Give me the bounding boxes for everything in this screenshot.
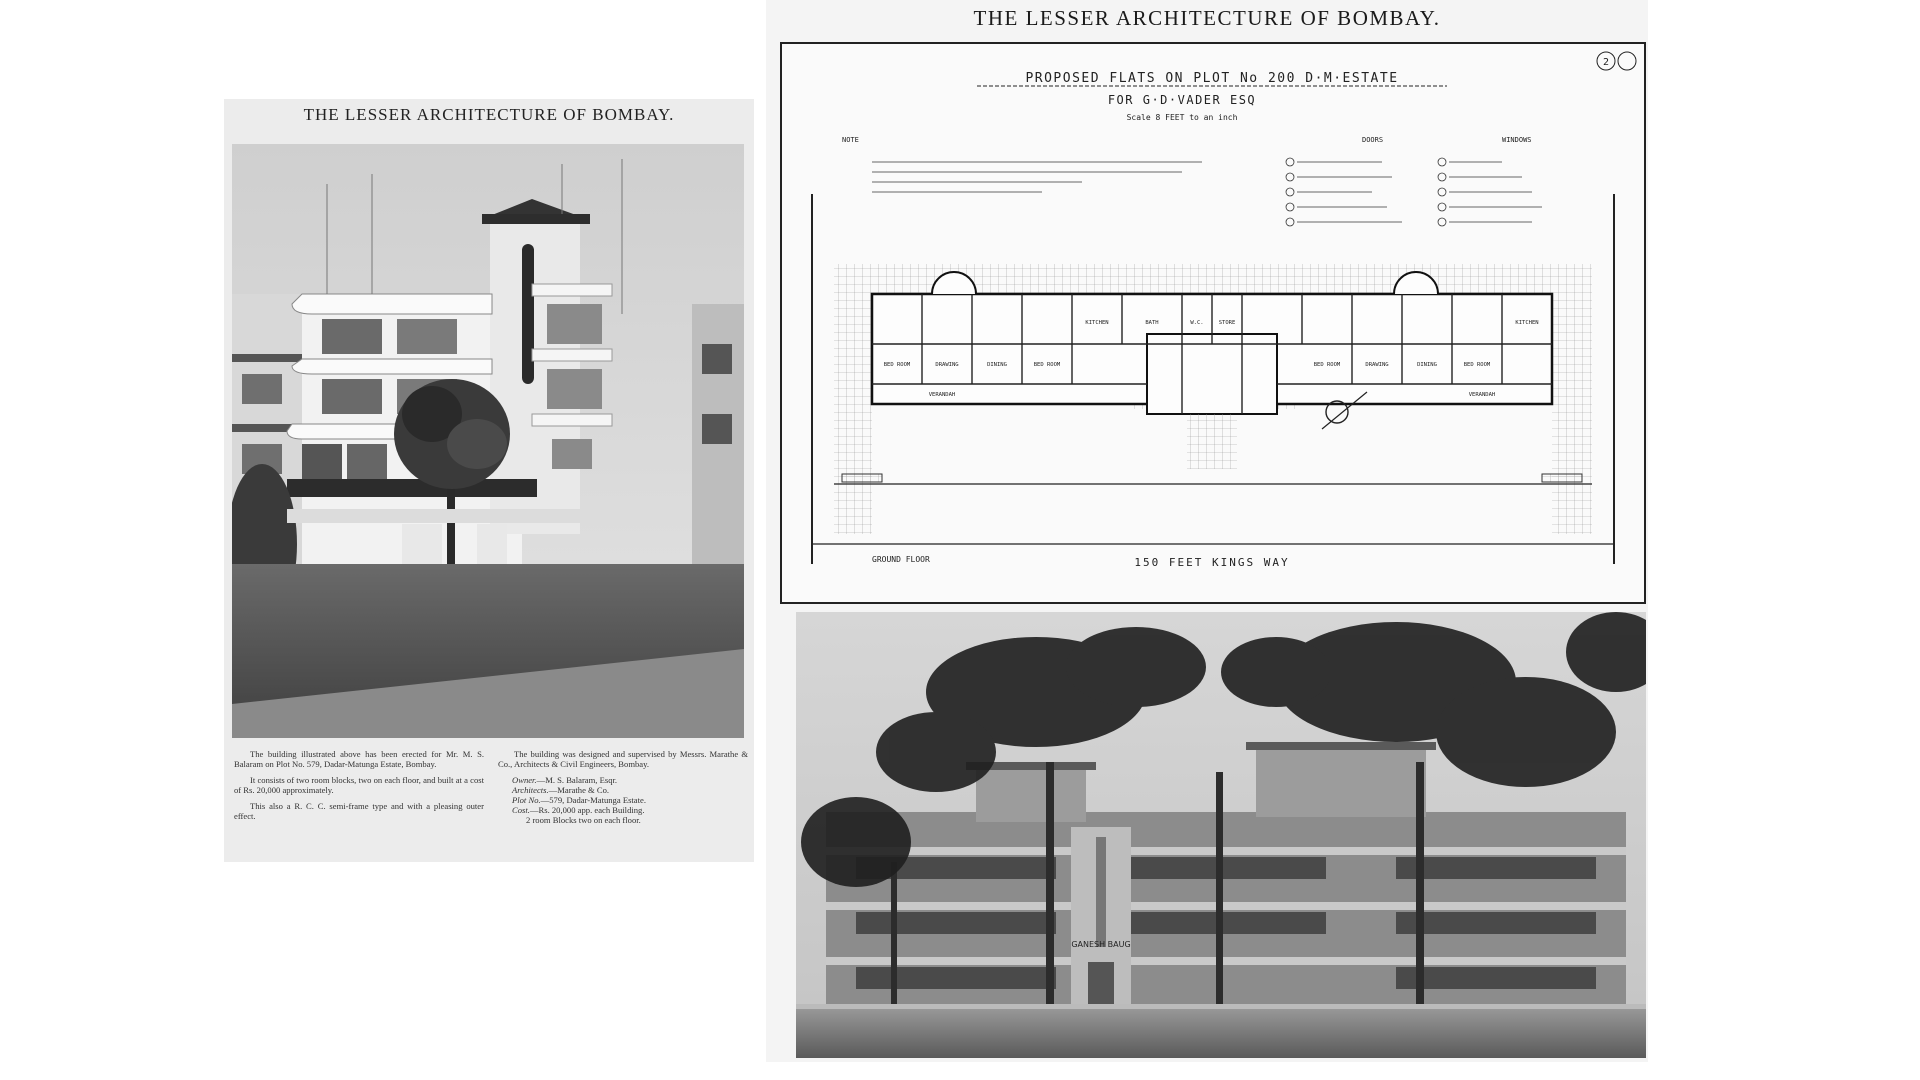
cost-value: —Rs. 20,000 app. each Building. (529, 805, 645, 815)
plan-scale: Scale 8 FEET to an inch (1126, 113, 1238, 122)
owner-line (498, 775, 748, 785)
right-page (766, 0, 1648, 1062)
room-label: STORE (1218, 320, 1236, 326)
left-building-photo (232, 144, 744, 738)
sheet-number: 2 (1602, 57, 1610, 68)
caption-paragraph: This also a R. C. C. semi-frame type and with a pleasing outer effect. (234, 801, 484, 821)
plot-line (498, 795, 748, 805)
room-label: BATH (1145, 320, 1159, 326)
owner-value: —M. S. Balaram, Esqr. (536, 775, 618, 785)
plan-title: PROPOSED FLATS ON PLOT No 200 D·M·ESTATE (1025, 71, 1399, 86)
plot-label: Plot No. (512, 795, 541, 805)
cost-label: Cost. (512, 805, 530, 815)
plan-note-heading: NOTE (842, 136, 859, 144)
cost-note: 2 room Blocks two on each floor. (526, 815, 641, 825)
left-page (224, 99, 754, 862)
bottom-building-photo (796, 612, 1646, 1058)
plan-floor-label: GROUND FLOOR (872, 555, 930, 564)
left-page-header: THE LESSER ARCHITECTURE OF BOMBAY. (303, 105, 675, 124)
architects-line (498, 785, 748, 795)
plot-value: —579, Dadar-Matunga Estate. (540, 795, 646, 805)
building-sign: GANESH BAUG (1071, 940, 1131, 949)
left-caption (234, 749, 484, 827)
room-label: BED ROOM (1033, 362, 1061, 368)
plan-subtitle: FOR G·D·VADER ESQ (1107, 93, 1257, 107)
plan-doors-heading: DOORS (1362, 136, 1384, 144)
architects-label: Architects. (512, 785, 549, 795)
room-label: DINING (987, 362, 1007, 368)
plan-road-label: 150 FEET KINGS WAY (1134, 556, 1290, 569)
caption-paragraph: It consists of two room blocks, two on each floor, and built at a cost of Rs. 20,000 approximately. (234, 775, 484, 795)
room-label: VERANDAH (1468, 392, 1496, 398)
cost-line (498, 805, 748, 815)
room-label: BED ROOM (883, 362, 911, 368)
caption-paragraph: The building illustrated above has been erected for Mr. M. S. Balaram on Plot No. 579, Dadar-Matunga Estate, Bombay. (234, 749, 484, 769)
floor-plan-drawing (780, 42, 1646, 604)
room-label: KITCHEN (1515, 320, 1539, 326)
room-label: DRAWING (1365, 362, 1389, 368)
right-caption (498, 749, 748, 825)
room-label: DINING (1417, 362, 1437, 368)
owner-label: Owner. (512, 775, 537, 785)
room-label: DRAWING (935, 362, 959, 368)
right-page-header: THE LESSER ARCHITECTURE OF BOMBAY. (973, 6, 1441, 30)
room-label: KITCHEN (1085, 320, 1109, 326)
architects-value: —Marathe & Co. (548, 785, 610, 795)
room-label: BED ROOM (1313, 362, 1341, 368)
room-label: W.C. (1190, 320, 1204, 326)
caption-intro: The building was designed and supervised by Messrs. Marathe & Co., Architects & Civil Engineers, Bombay. (498, 749, 748, 769)
room-label: VERANDAH (928, 392, 956, 398)
plan-windows-heading: WINDOWS (1502, 136, 1532, 144)
room-label: BED ROOM (1463, 362, 1491, 368)
